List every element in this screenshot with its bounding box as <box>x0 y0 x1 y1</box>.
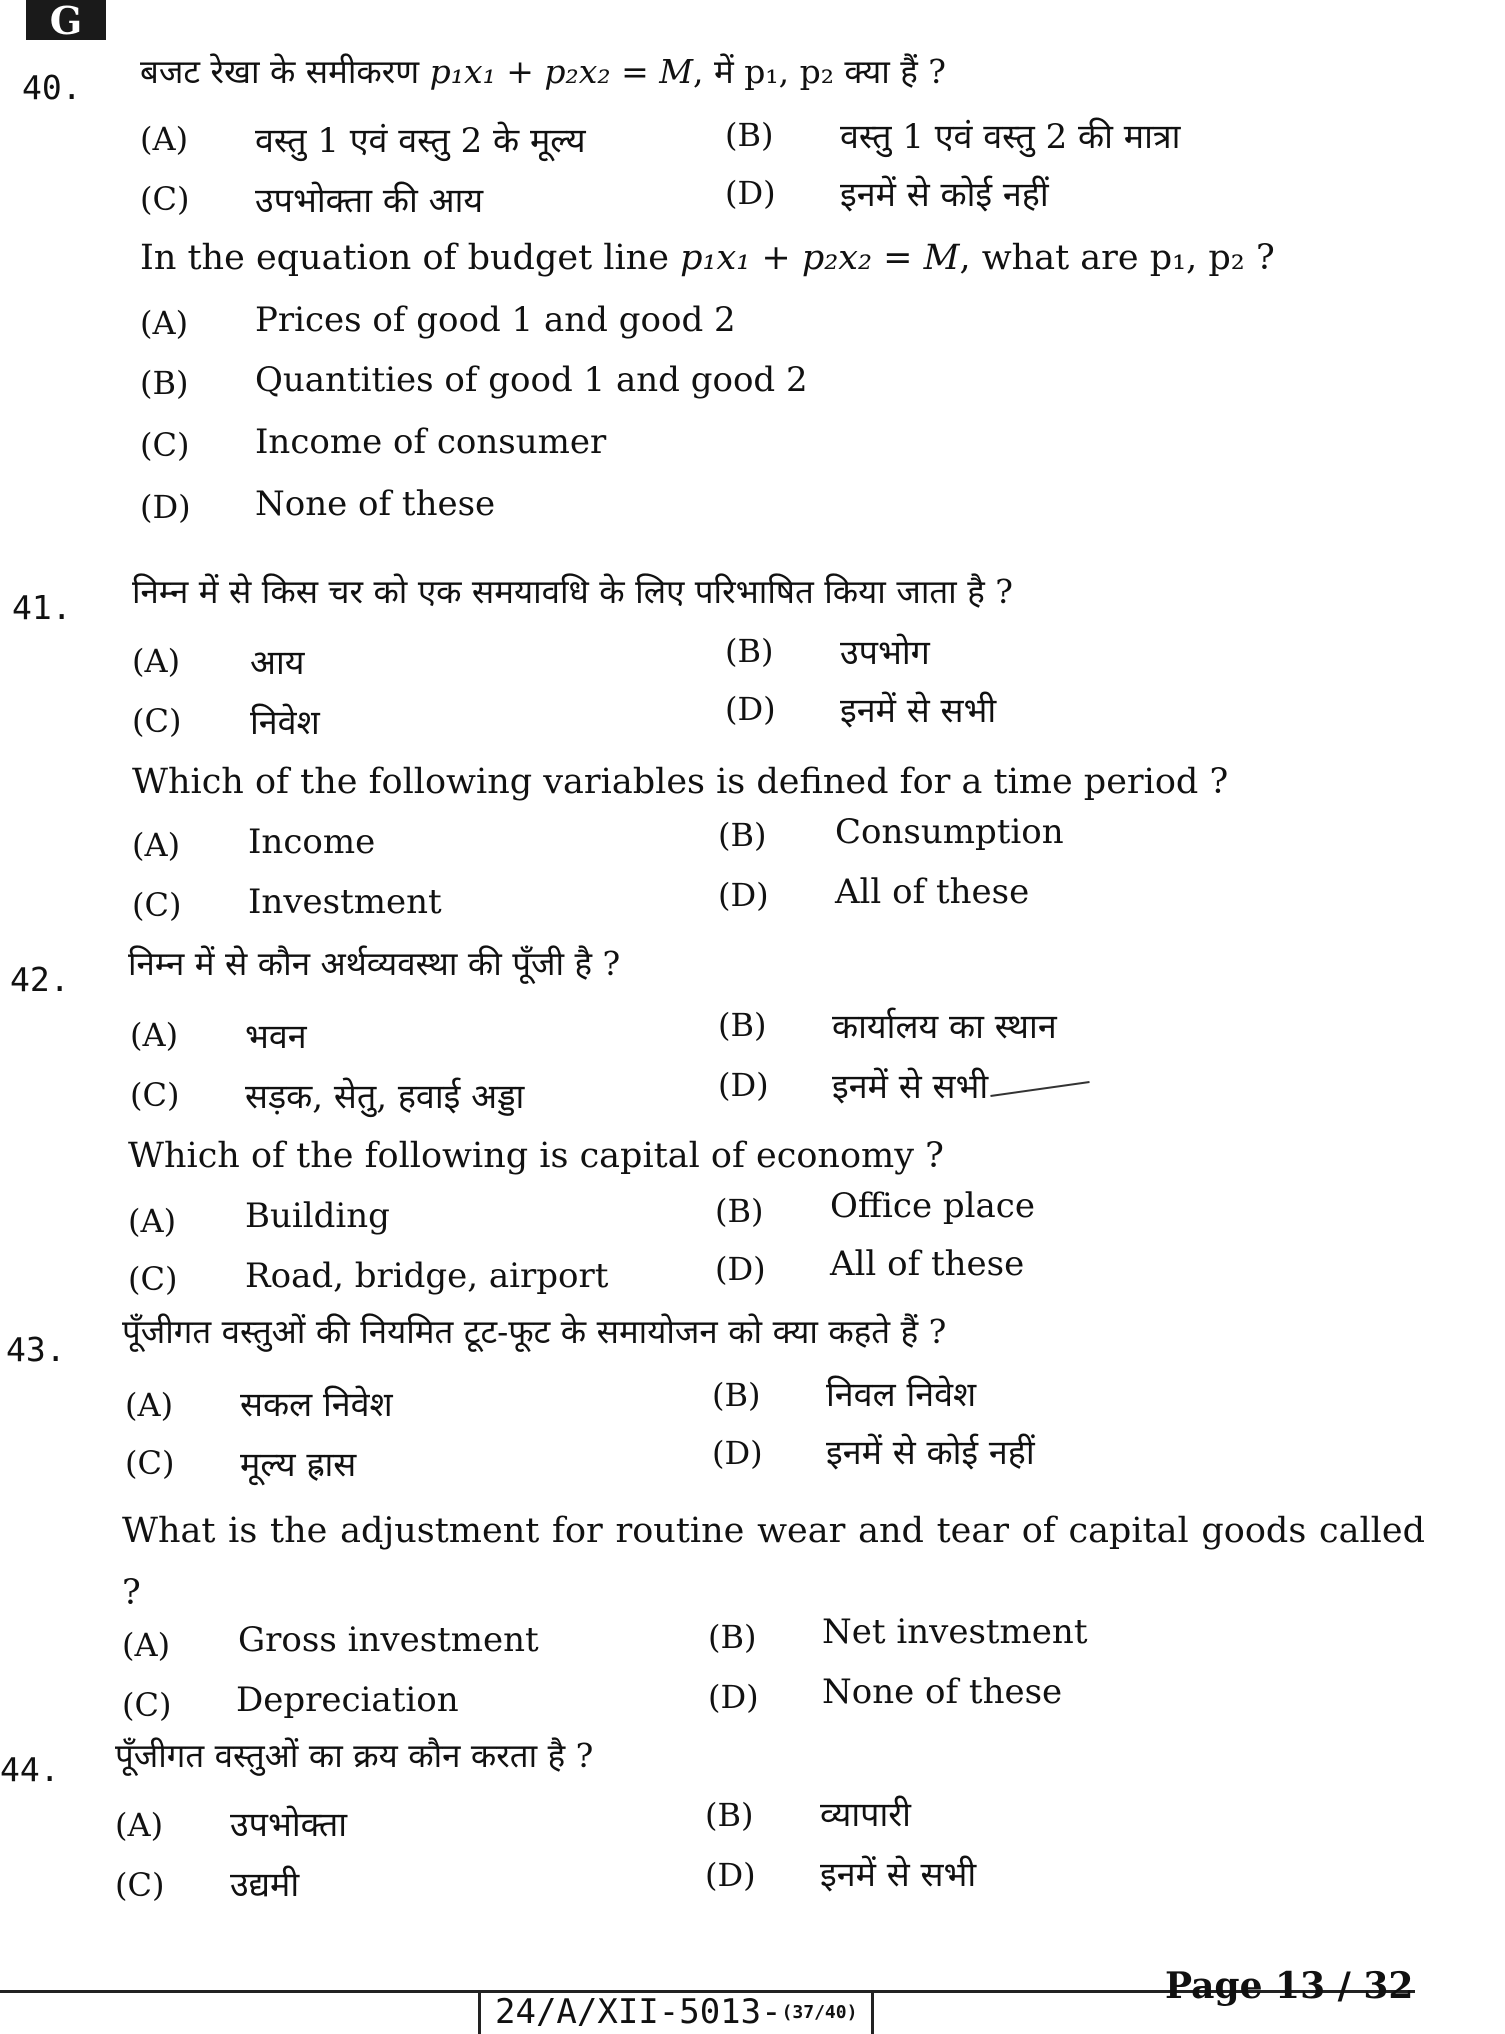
question-stem-english <box>140 236 1465 280</box>
option-text: Building <box>245 1196 390 1236</box>
option-label: (A) <box>125 1386 174 1424</box>
option-label: (B) <box>140 364 189 402</box>
section-badge: G <box>26 0 106 40</box>
option-label: (D) <box>140 488 191 526</box>
option-text: Gross investment <box>238 1620 539 1660</box>
option-text: Income of consumer <box>255 422 607 462</box>
stem-text: बजट रेखा के समीकरण <box>140 52 420 91</box>
paper-code <box>478 1990 874 2034</box>
option-text: None of these <box>822 1672 1063 1712</box>
question-stem-english: What is the adjustment for routine wear and tear of capital goods called ? <box>122 1511 1425 1613</box>
option-label: (B) <box>718 816 767 854</box>
option-label: (A) <box>122 1626 171 1664</box>
option-text: All of these <box>830 1244 1025 1284</box>
option-text: Income <box>248 822 376 862</box>
option-text: Consumption <box>835 812 1064 852</box>
option-text: उपभोक्ता की आय <box>255 181 484 221</box>
option-label: (A) <box>132 826 181 864</box>
stem-text: In the equation of budget line <box>140 238 669 278</box>
stem-text: , what are p₁, p₂ ? <box>959 238 1275 278</box>
question-40 <box>0 40 1505 540</box>
question-stem-hindi <box>140 50 1465 94</box>
option-text: वस्तु 1 एवं वस्तु 2 की मात्रा <box>840 117 1181 157</box>
option-label: (D) <box>725 690 776 728</box>
option-label: (C) <box>122 1686 172 1724</box>
option-label: (D) <box>705 1856 756 1894</box>
question-stem-english: Which of the following is capital of economy ? <box>128 1136 944 1176</box>
option-text: Prices of good 1 and good 2 <box>255 300 736 340</box>
option-label: (A) <box>128 1202 177 1240</box>
question-stem-hindi: निम्न में से किस चर को एक समयावधि के लिए परिभाषित किया जाता है ? <box>132 572 1013 611</box>
option-text: उद्यमी <box>230 1865 300 1905</box>
option-label: (B) <box>715 1192 764 1230</box>
option-text: वस्तु 1 एवं वस्तु 2 के मूल्य <box>255 121 586 161</box>
option-text: Quantities of good 1 and good 2 <box>255 360 808 400</box>
option-label: (A) <box>140 120 189 158</box>
stem-text: , में p₁, p₂ क्या हैं ? <box>693 52 946 91</box>
question-44 <box>0 1720 1505 1906</box>
option-text: इनमें से सभी <box>820 1855 977 1895</box>
option-label: (B) <box>705 1796 754 1834</box>
option-text: इनमें से सभी <box>832 1067 989 1107</box>
question-stem-hindi: पूँजीगत वस्तुओं का क्रय कौन करता है ? <box>115 1736 594 1775</box>
question-stem-english: Which of the following variables is defined for a time period ? <box>132 762 1229 802</box>
question-41 <box>0 550 1505 922</box>
option-label: (A) <box>132 642 181 680</box>
option-text: Office place <box>830 1186 1035 1226</box>
option-label: (B) <box>725 116 774 154</box>
option-text: व्यापारी <box>820 1795 911 1835</box>
option-text: कार्यालय का स्थान <box>832 1007 1057 1047</box>
question-42 <box>0 920 1505 1298</box>
option-label: (B) <box>708 1618 757 1656</box>
question-stem-hindi: निम्न में से कौन अर्थव्यवस्था की पूँजी है ? <box>128 944 621 983</box>
option-label: (A) <box>130 1016 179 1054</box>
option-label: (C) <box>140 426 190 464</box>
option-label: (C) <box>130 1076 180 1114</box>
option-label: (B) <box>718 1006 767 1044</box>
budget-equation: p₁x₁ + p₂x₂ = M <box>680 238 960 278</box>
option-label: (D) <box>715 1250 766 1288</box>
option-text: All of these <box>835 872 1030 912</box>
option-label: (D) <box>718 876 769 914</box>
option-text: None of these <box>255 484 496 524</box>
question-number: 40. <box>22 68 82 107</box>
option-label: (D) <box>708 1678 759 1716</box>
option-label: (C) <box>132 886 182 924</box>
option-text: इनमें से कोई नहीं <box>826 1433 1035 1473</box>
question-number: 44. <box>0 1750 60 1789</box>
option-text: इनमें से कोई नहीं <box>840 175 1049 215</box>
page-number: Page 13 / 32 <box>1165 1965 1414 2007</box>
option-label: (A) <box>115 1806 164 1844</box>
option-text: Net investment <box>822 1612 1088 1652</box>
option-label: (D) <box>712 1434 763 1472</box>
option-label: (C) <box>115 1866 165 1904</box>
option-label: (B) <box>725 632 774 670</box>
option-label: (C) <box>128 1260 178 1298</box>
option-label: (B) <box>712 1376 761 1414</box>
option-label: (C) <box>132 702 182 740</box>
question-number: 41. <box>12 588 72 627</box>
option-text: निवेश <box>250 703 320 743</box>
option-text: सकल निवेश <box>240 1385 393 1425</box>
option-text: इनमें से सभी <box>840 691 997 731</box>
option-text: Depreciation <box>236 1680 459 1720</box>
option-text: उपभोक्ता <box>230 1805 348 1845</box>
question-number: 42. <box>10 960 70 999</box>
question-43 <box>0 1290 1505 1724</box>
pen-underline-mark <box>990 1081 1089 1097</box>
option-label: (C) <box>125 1444 175 1482</box>
question-number: 43. <box>6 1330 66 1369</box>
option-text: निवल निवेश <box>826 1375 977 1415</box>
option-text: उपभोग <box>840 633 930 673</box>
option-text: Road, bridge, airport <box>245 1256 609 1296</box>
option-label: (D) <box>718 1066 769 1104</box>
option-text: भवन <box>245 1017 307 1057</box>
option-text: मूल्य ह्रास <box>240 1445 357 1485</box>
paper-code-suffix: (37/40) <box>781 2001 858 2023</box>
budget-equation: p₁x₁ + p₂x₂ = M <box>429 52 694 91</box>
option-label: (C) <box>140 180 190 218</box>
option-text: सड़क, सेतु, हवाई अड्डा <box>245 1077 525 1117</box>
question-stem-hindi: पूँजीगत वस्तुओं की नियमित टूट-फूट के समायोजन को क्या कहते हैं ? <box>122 1312 947 1351</box>
paper-code-text: 24/A/XII-5013- <box>495 1992 782 2032</box>
option-label: (D) <box>725 174 776 212</box>
option-label: (A) <box>140 304 189 342</box>
option-text: आय <box>250 643 305 683</box>
option-text: Investment <box>248 882 442 922</box>
